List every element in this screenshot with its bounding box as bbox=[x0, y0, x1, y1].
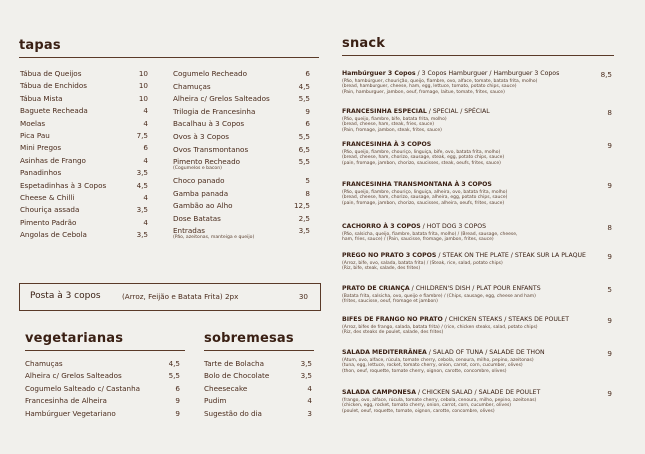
menu-item-name: Asinhas de Frango bbox=[20, 155, 86, 165]
snack-item-description: (pain, fromage, jambon, chorizo, saucisses, alheira, oeufs, frites, sauce) bbox=[342, 201, 505, 207]
posta-name: Posta à 3 copos bbox=[30, 291, 101, 301]
menu-item-price: 6 bbox=[143, 143, 148, 153]
menu-item-name: Baguete Recheada bbox=[20, 106, 88, 116]
menu-item-name: Moelas bbox=[20, 118, 46, 128]
snack-item-translations: / STEAK ON THE PLATE / STEAK SUR LA PLAQUE bbox=[436, 252, 586, 259]
snack-item-translations: / SPECIAL / SPÉCIAL bbox=[426, 108, 490, 115]
snack-item-title bbox=[342, 349, 545, 357]
snack-item-title bbox=[342, 181, 492, 189]
snack-item-price: 9 bbox=[607, 388, 612, 398]
snack-item-price: 8 bbox=[607, 107, 612, 117]
section-title-sobremesas: sobremesas bbox=[204, 331, 294, 346]
menu-item-price: 4,5 bbox=[136, 180, 148, 190]
snack-item-name: SALADA MEDITERRÂNEA bbox=[342, 349, 427, 356]
menu-item-name: Angolas de Cebola bbox=[20, 230, 87, 240]
snack-item-name: FRANCESINHA TRANSMONTANA À 3 COPOS bbox=[342, 181, 492, 188]
snack-item-description: (bread, hamburguer, cheese, ham, egg, lettuce, tomato, potato chips, sauce) bbox=[342, 84, 517, 90]
menu-item-name: Chamuças bbox=[25, 359, 63, 368]
snack-item-description: (bread, cheese, ham, chorizo, sausage, alheira, egg, potato chips, sauce) bbox=[342, 195, 508, 201]
snack-item-translations: / HOT DOG 3 COPOS bbox=[420, 223, 487, 230]
snack-item-title bbox=[342, 389, 540, 397]
snack-item-description: (Riz, bife, steak, salade, des frites) bbox=[342, 266, 421, 272]
menu-item-name: Cheese & Chilli bbox=[20, 193, 75, 202]
menu-item-price: 10 bbox=[138, 93, 148, 103]
menu-item-price: 6 bbox=[305, 119, 310, 129]
menu-item-name: Mini Pregos bbox=[20, 143, 62, 153]
menu-item-name: Tábua Mista bbox=[20, 93, 63, 103]
menu-item-price: 4 bbox=[307, 396, 312, 406]
section-title-snack: snack bbox=[342, 36, 386, 51]
snack-item-price: 9 bbox=[607, 140, 612, 150]
menu-item-name: Espetadinhas à 3 Copos bbox=[20, 180, 107, 190]
menu-item-price: 4 bbox=[143, 155, 148, 165]
menu-item-price: 5,5 bbox=[298, 157, 310, 167]
section-title-tapas: tapas bbox=[19, 38, 61, 53]
menu-item-name: Cogumelo Recheado bbox=[173, 69, 248, 78]
menu-item-price: 3,5 bbox=[136, 205, 148, 215]
menu-item-price: 5,5 bbox=[168, 371, 180, 381]
snack-item-name: Hambúrguer 3 Copos bbox=[342, 70, 416, 77]
menu-item-name: Dose Batatas bbox=[173, 213, 221, 223]
menu-item-price: 3,5 bbox=[136, 168, 148, 178]
snack-item-price: 8,5 bbox=[600, 69, 612, 79]
menu-item-name: Trilogia de Francesinha bbox=[173, 106, 256, 116]
menu-item-name: Chamuças bbox=[173, 81, 211, 91]
menu-item-name: Pimento Padrão bbox=[20, 217, 77, 227]
menu-item-price: 9 bbox=[305, 106, 310, 116]
snack-item-title bbox=[342, 316, 569, 324]
menu-item-name: Bacalhau à 3 Copos bbox=[173, 119, 245, 129]
posta-detail: (Arroz, Feijão e Batata Frita) 2px bbox=[122, 292, 239, 301]
snack-item-title bbox=[342, 252, 586, 260]
menu-item-price: 8 bbox=[305, 188, 310, 198]
menu-item-name: Choco panado bbox=[173, 176, 225, 185]
snack-item-description: (Pão, hambúrguer, chourição, queijo, fiambre, ovo, alface, tomate, batata frita, molho) bbox=[342, 78, 538, 84]
snack-item-description: (Atum, ovo, alface, rúcula, tomate cherry, cebola, cenoura, milho, pepino, azeitonas) bbox=[342, 357, 534, 363]
snack-item-title bbox=[342, 108, 490, 116]
menu-item-name: Chouriça assada bbox=[20, 205, 80, 215]
menu-item-name: Cogumelo Salteado c/ Castanha bbox=[25, 383, 141, 393]
menu-item-name: Entradas bbox=[173, 226, 205, 236]
snack-item-translations: / 3 Copos Hamburguer / Hamburguer 3 Copos bbox=[415, 70, 560, 77]
menu-item-price: 4 bbox=[143, 193, 148, 202]
menu-item-name: Ovos Transmontanos bbox=[173, 144, 249, 154]
snack-item-name: PRATO DE CRIANÇA bbox=[342, 285, 410, 292]
menu-item-name: Cheesecake bbox=[204, 383, 248, 393]
menu-item-name: Panadinhos bbox=[20, 168, 62, 178]
snack-item-description: (Arroz, bifes de frango, salada, batata frita) / (rice, chicken steaks, salad, potato chips) bbox=[342, 324, 538, 330]
posta-price: 30 bbox=[298, 292, 308, 301]
menu-item-name: Alheira c/ Grelos Salteados bbox=[25, 371, 122, 381]
snack-item-name: SALADA CAMPONESA bbox=[342, 389, 416, 396]
snack-item-description: (Pain, hamburguer, jambon, oeuf, fromage, laitue, tomate, frites, sauce) bbox=[342, 90, 505, 96]
menu-item-price: 4 bbox=[143, 106, 148, 116]
snack-item-price: 8 bbox=[607, 222, 612, 232]
snack-item-description: (Arroz, bife, ovo, salada, batata frita) / (Steak, rice, salad, potato chips) bbox=[342, 260, 503, 266]
menu-item-price: 3 bbox=[307, 408, 312, 418]
menu-item-price: 4,5 bbox=[168, 359, 180, 368]
posta-box bbox=[19, 283, 321, 311]
snack-item-title bbox=[342, 285, 541, 293]
menu-item-price: 3,5 bbox=[136, 230, 148, 240]
menu-item-price: 4 bbox=[143, 217, 148, 227]
vegetarianas-divider bbox=[25, 350, 185, 351]
menu-item-price: 4 bbox=[143, 118, 148, 128]
snack-item-description: (chicken, egg, rocket, tomato cherry, onion, carrot, corn, cucumber, olives) bbox=[342, 403, 512, 409]
menu-item-name: Tábua de Queijos bbox=[20, 69, 82, 78]
snack-item-description: (poulet, oeuf, roquette, tomate, oignon, carotte, concombre, olives) bbox=[342, 409, 495, 415]
snack-divider bbox=[342, 55, 614, 56]
menu-item-name: Bolo de Chocolate bbox=[204, 371, 270, 381]
menu-item-price: 7,5 bbox=[136, 131, 148, 140]
snack-item-description: (bread, cheese, ham, steak, fries, sauce) bbox=[342, 122, 435, 128]
snack-item-name: FRANCESINHA À 3 COPOS bbox=[342, 141, 432, 148]
menu-item-price: 3,5 bbox=[300, 371, 312, 381]
snack-item-title bbox=[342, 70, 559, 78]
snack-item-description: (Pão, queijo, fiambre, chouriço, linguiça, alheira, ovo, batata frita, molho) bbox=[342, 189, 508, 195]
menu-item-price: 9 bbox=[175, 408, 180, 418]
snack-item-name: CACHORRO À 3 COPOS bbox=[342, 223, 421, 230]
menu-item-name: Ovos à 3 Copos bbox=[173, 132, 230, 141]
menu-item-name: Pudim bbox=[204, 396, 227, 406]
menu-item-price: 12,5 bbox=[293, 201, 310, 211]
snack-item-name: PREGO NO PRATO 3 COPOS bbox=[342, 252, 437, 259]
menu-item-price: 5,5 bbox=[298, 132, 310, 141]
snack-item-price: 9 bbox=[607, 315, 612, 325]
snack-item-translations: / SALAD OF TUNA / SALADE DE THON bbox=[426, 349, 545, 356]
snack-item-translations: / CHICKEN STEAKS / STEAKS DE POULET bbox=[442, 316, 569, 323]
snack-item-description: (bread, cheese, ham, chorizo, sausage, steak, egg, potato chips, sauce) bbox=[342, 155, 505, 161]
snack-item-description: (Batata frita, salsicha, ovo, queijo e fiambre) / (Chips, sausage, egg, cheese and ham) bbox=[342, 293, 536, 299]
snack-item-description: (Pão, salsicha, queijo, fiambre, batata frita, molho) / (Bread, sausage, cheese, bbox=[342, 231, 518, 237]
menu-item-price: 3,5 bbox=[300, 359, 312, 368]
menu-item-name: Gamba panada bbox=[173, 188, 229, 198]
snack-item-name: BIFES DE FRANGO NO PRATO bbox=[342, 316, 443, 323]
snack-item-description: (thon, oeuf, roquette, tomate cherry, oignon, carotte, concombre, olives) bbox=[342, 369, 507, 375]
menu-item-price: 3,5 bbox=[298, 226, 310, 236]
snack-item-price: 9 bbox=[607, 348, 612, 358]
snack-item-name: FRANCESINHA ESPECIAL bbox=[342, 108, 427, 115]
menu-item-price: 10 bbox=[138, 81, 148, 91]
menu-item-price: 6 bbox=[305, 69, 310, 78]
menu-item-price: 10 bbox=[138, 69, 148, 78]
snack-item-description: (pain, fromage, jambon, chorizo, saucisses, steak, oeufs, frites, sauce) bbox=[342, 161, 501, 167]
menu-item-price: 2,5 bbox=[298, 213, 310, 223]
menu-item-name: Gambão ao Alho bbox=[173, 201, 233, 211]
menu-item-name: Tábua de Enchidos bbox=[20, 81, 87, 91]
section-title-vegetarianas: vegetarianas bbox=[25, 331, 124, 346]
sobremesas-divider bbox=[204, 350, 314, 351]
menu-item-price: 6 bbox=[175, 383, 180, 393]
tapas-divider bbox=[19, 57, 319, 58]
menu-item-price: 4,5 bbox=[298, 81, 310, 91]
menu-item-price: 6,5 bbox=[298, 144, 310, 154]
menu-item-price: 9 bbox=[175, 396, 180, 406]
snack-item-description: (Pão, queijo, fiambre, bife, batata frita, molho) bbox=[342, 116, 447, 122]
menu-item-note: (Cogumelos e bacon) bbox=[173, 166, 222, 172]
snack-item-translations: / CHICKEN SALAD / SALADE DE POULET bbox=[416, 389, 541, 396]
snack-item-description: ham, fries, sauce) / (Pain, saucisse, fromage, jambon, frites, sauce) bbox=[342, 237, 494, 243]
menu-item-name: Francesinha de Alheira bbox=[25, 396, 107, 406]
snack-item-title bbox=[342, 223, 486, 231]
menu-item-price: 5 bbox=[305, 176, 310, 185]
snack-item-price: 5 bbox=[607, 284, 612, 294]
snack-item-description: (frites, saucisse, oeuf, fromage et jambon) bbox=[342, 299, 438, 305]
snack-item-price: 9 bbox=[607, 180, 612, 190]
snack-item-description: (Pão, queijo, fiambre, chouriço, linguiça, bife, ovo, batata frita, molho) bbox=[342, 149, 501, 155]
menu-item-name: Pimento Recheado bbox=[173, 157, 241, 167]
snack-item-description: (Pain, fromage, jambon, steak, frites, sauce) bbox=[342, 128, 442, 134]
snack-item-translations: / CHILDREN'S DISH / PLAT POUR ENFANTS bbox=[409, 285, 541, 292]
snack-item-price: 9 bbox=[607, 251, 612, 261]
menu-item-note: (Pão, azeitonas, manteiga e queijo) bbox=[173, 235, 255, 241]
menu-item-price: 5,5 bbox=[298, 94, 310, 104]
menu-item-price: 4 bbox=[307, 383, 312, 393]
menu-item-name: Sugestão do dia bbox=[204, 408, 262, 418]
menu-item-name: Tarte de Bolacha bbox=[204, 359, 264, 368]
menu-item-name: Hambúrguer Vegetariano bbox=[25, 408, 116, 418]
menu-item-name: Alheira c/ Grelos Salteados bbox=[173, 94, 270, 104]
snack-item-description: (tuna, egg, lettuce, rocket, tomato cherry, onion, carrot, corn, cucumber, olives) bbox=[342, 363, 523, 369]
snack-item-description: (frango, ovo, alface, rúcula, tomate cherry, cebola, cenoura, milho, pepino, azeitonas) bbox=[342, 397, 537, 403]
snack-item-title bbox=[342, 141, 431, 149]
snack-item-description: (Riz, des steaks de poulet, salade, des frites) bbox=[342, 330, 444, 336]
menu-item-name: Pica Pau bbox=[20, 131, 50, 140]
